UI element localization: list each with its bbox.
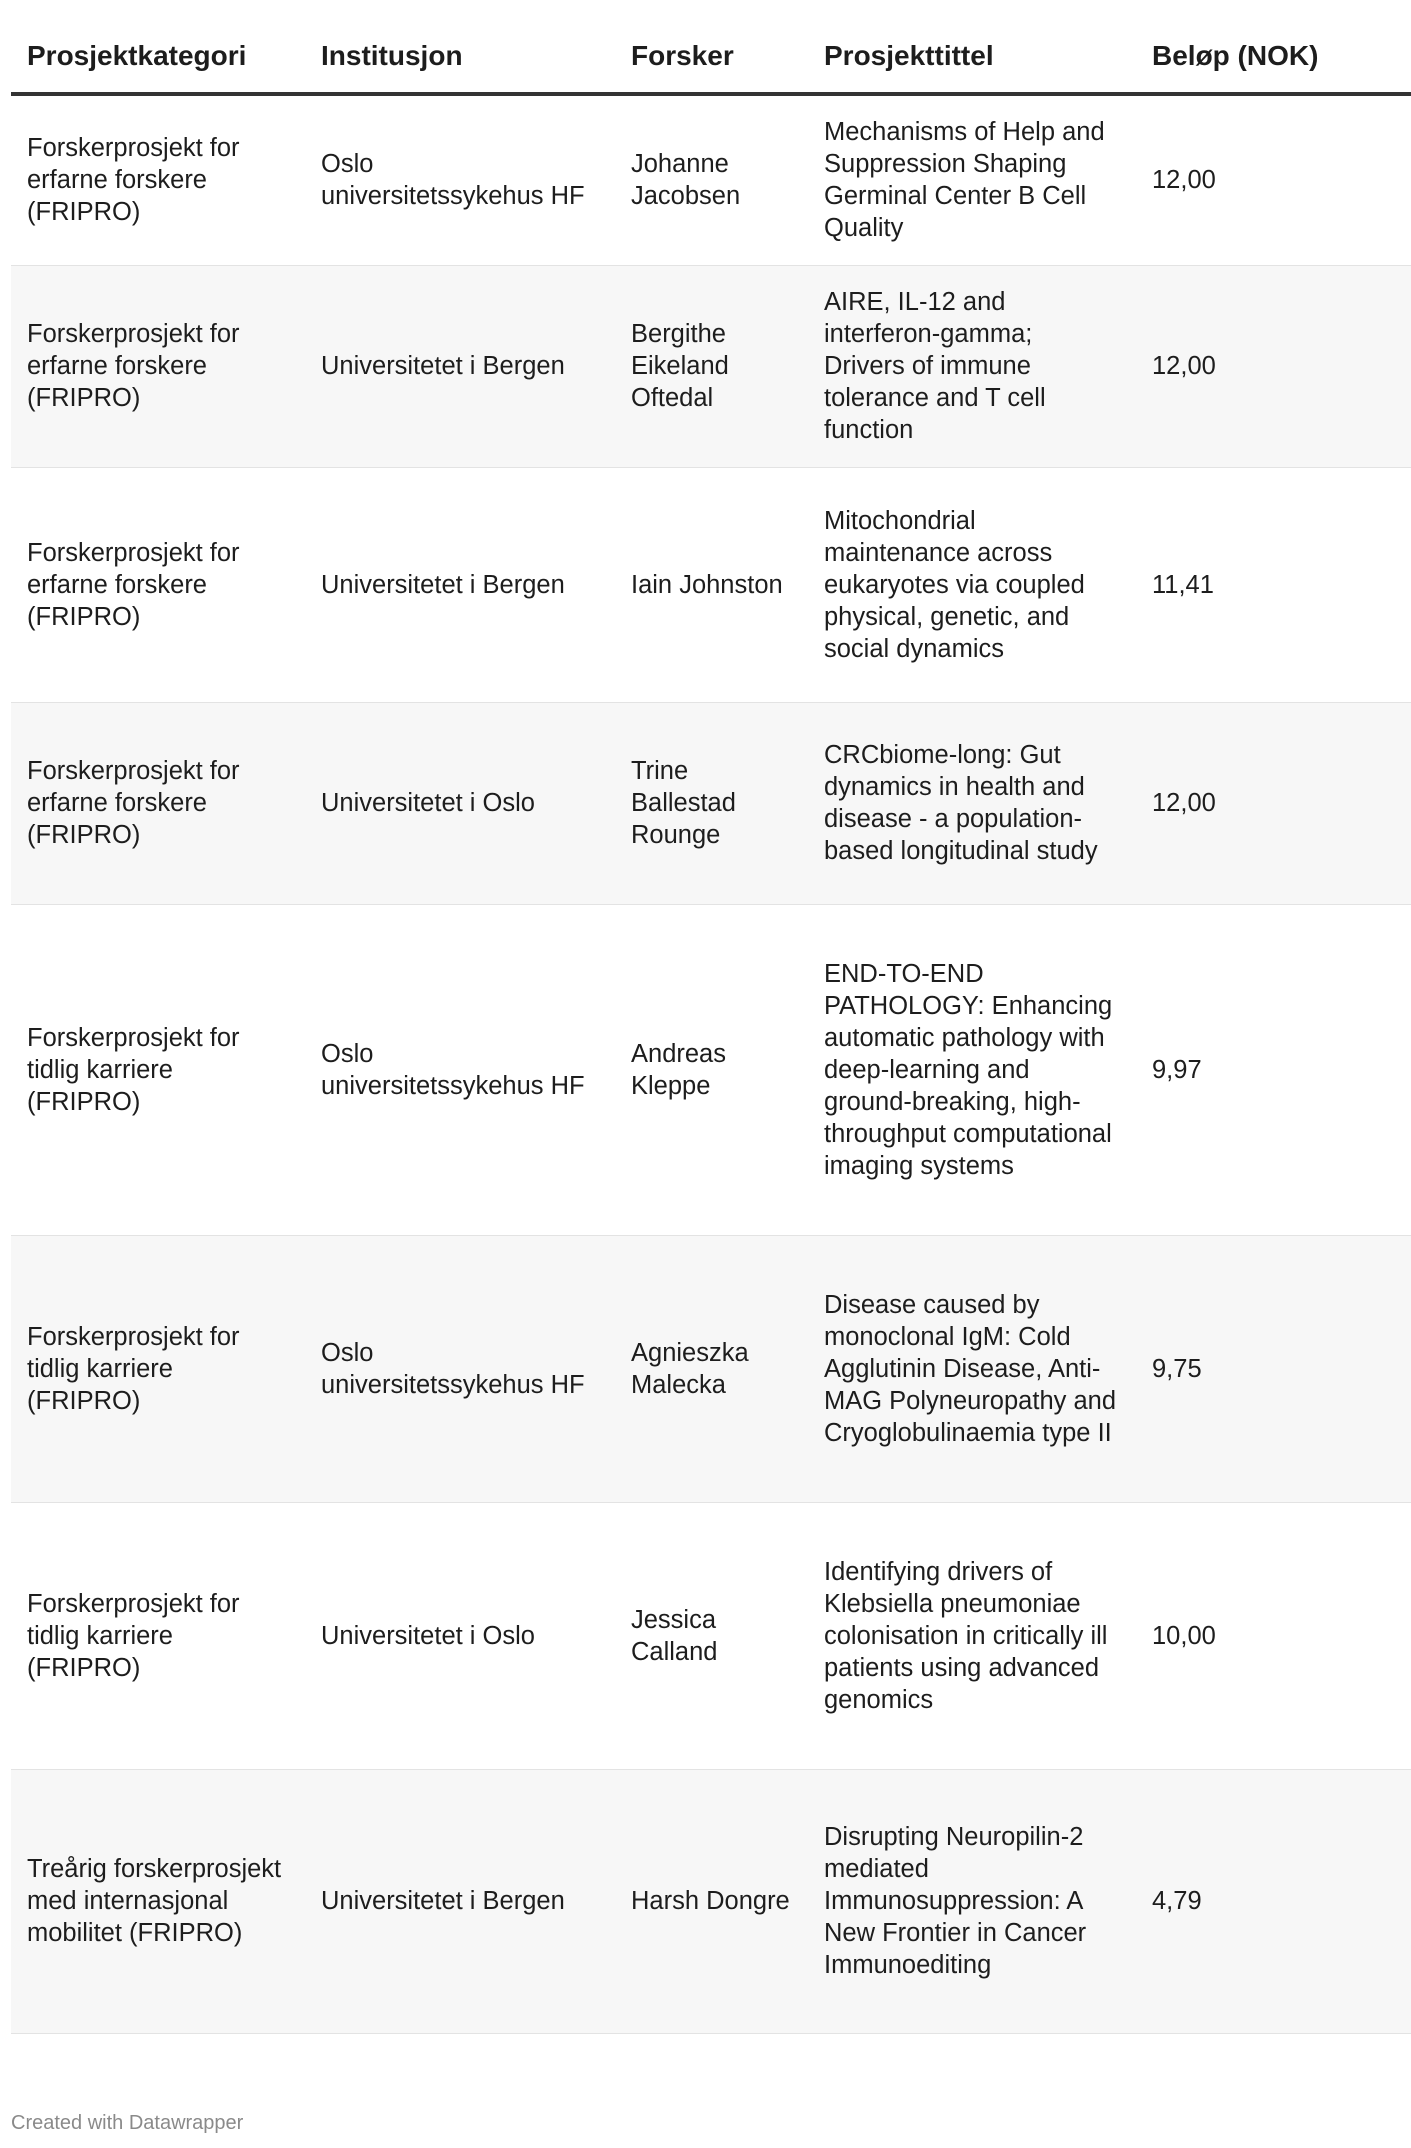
cell-kategori: Forskerprosjekt for tidlig karriere (FRIPRO) <box>11 904 305 1235</box>
table-row <box>11 1235 1411 1502</box>
header-prosjekttittel[interactable]: Prosjekttittel <box>808 40 1136 94</box>
table-row <box>11 1502 1411 1769</box>
table-row <box>11 904 1411 1235</box>
cell-forsker: Johanne Jacobsen <box>615 94 808 265</box>
cell-institusjon: Oslo universitetssykehus HF <box>305 94 615 265</box>
table-viewport[interactable] <box>11 40 1319 2080</box>
cell-kategori: Forskerprosjekt for tidlig karriere (FRIPRO) <box>11 1235 305 1502</box>
cell-belop: 10,00 <box>1136 1502 1411 1769</box>
cell-forsker: Trine Ballestad Rounge <box>615 702 808 904</box>
cell-tittel: AIRE, IL-12 and interferon-gamma; Drivers of immune tolerance and T cell function <box>808 265 1136 467</box>
cell-forsker: Iain Johnston <box>615 467 808 702</box>
cell-tittel: Disrupting Neuropilin-2 mediated Immunosuppression: A New Frontier in Cancer Immunoediting <box>808 1769 1136 2033</box>
cell-institusjon: Universitetet i Oslo <box>305 1502 615 1769</box>
table-row <box>11 265 1411 467</box>
cell-forsker: Jessica Calland <box>615 1502 808 1769</box>
funding-table <box>11 40 1411 2034</box>
cell-kategori: Forskerprosjekt for erfarne forskere (FRIPRO) <box>11 467 305 702</box>
cell-belop: 12,00 <box>1136 94 1411 265</box>
header-institusjon[interactable]: Institusjon <box>305 40 615 94</box>
cell-institusjon: Universitetet i Bergen <box>305 467 615 702</box>
cell-belop: 12,00 <box>1136 265 1411 467</box>
header-forsker[interactable]: Forsker <box>615 40 808 94</box>
cell-institusjon: Universitetet i Bergen <box>305 1769 615 2033</box>
table-row <box>11 1769 1411 2033</box>
cell-kategori: Treårig forskerprosjekt med internasjonal mobilitet (FRIPRO) <box>11 1769 305 2033</box>
cell-institusjon: Universitetet i Oslo <box>305 702 615 904</box>
cell-belop: 9,75 <box>1136 1235 1411 1502</box>
datawrapper-credit[interactable]: Created with Datawrapper <box>11 2112 244 2134</box>
table-row <box>11 702 1411 904</box>
cell-kategori: Forskerprosjekt for erfarne forskere (FRIPRO) <box>11 94 305 265</box>
cell-tittel: Mitochondrial maintenance across eukaryotes via coupled physical, genetic, and social dynamics <box>808 467 1136 702</box>
table-row <box>11 467 1411 702</box>
table-header <box>11 40 1411 94</box>
cell-forsker: Harsh Dongre <box>615 1769 808 2033</box>
cell-belop: 9,97 <box>1136 904 1411 1235</box>
cell-tittel: Identifying drivers of Klebsiella pneumoniae colonisation in critically ill patients using advanced genomics <box>808 1502 1136 1769</box>
cell-forsker: Andreas Kleppe <box>615 904 808 1235</box>
cell-tittel: Mechanisms of Help and Suppression Shaping Germinal Center B Cell Quality <box>808 94 1136 265</box>
cell-institusjon: Oslo universitetssykehus HF <box>305 904 615 1235</box>
cell-tittel: END-TO-END PATHOLOGY: Enhancing automatic pathology with deep-learning and ground-breaking, high-throughput computational imaging systems <box>808 904 1136 1235</box>
cell-tittel: Disease caused by monoclonal IgM: Cold Agglutinin Disease, Anti-MAG Polyneuropathy and Cryoglobulinaemia type II <box>808 1235 1136 1502</box>
cell-belop: 4,79 <box>1136 1769 1411 2033</box>
cell-belop: 11,41 <box>1136 467 1411 702</box>
cell-belop: 12,00 <box>1136 702 1411 904</box>
cell-kategori: Forskerprosjekt for tidlig karriere (FRIPRO) <box>11 1502 305 1769</box>
header-prosjektkategori[interactable]: Prosjektkategori <box>11 40 305 94</box>
header-belop[interactable]: Beløp (NOK) <box>1136 40 1411 94</box>
table-body <box>11 94 1411 2033</box>
cell-kategori: Forskerprosjekt for erfarne forskere (FRIPRO) <box>11 702 305 904</box>
cell-tittel: CRCbiome-long: Gut dynamics in health and disease - a population-based longitudinal study <box>808 702 1136 904</box>
cell-institusjon: Oslo universitetssykehus HF <box>305 1235 615 1502</box>
cell-kategori: Forskerprosjekt for erfarne forskere (FRIPRO) <box>11 265 305 467</box>
cell-forsker: Bergithe Eikeland Oftedal <box>615 265 808 467</box>
cell-institusjon: Universitetet i Bergen <box>305 265 615 467</box>
cell-forsker: Agnieszka Malecka <box>615 1235 808 1502</box>
table-row <box>11 94 1411 265</box>
